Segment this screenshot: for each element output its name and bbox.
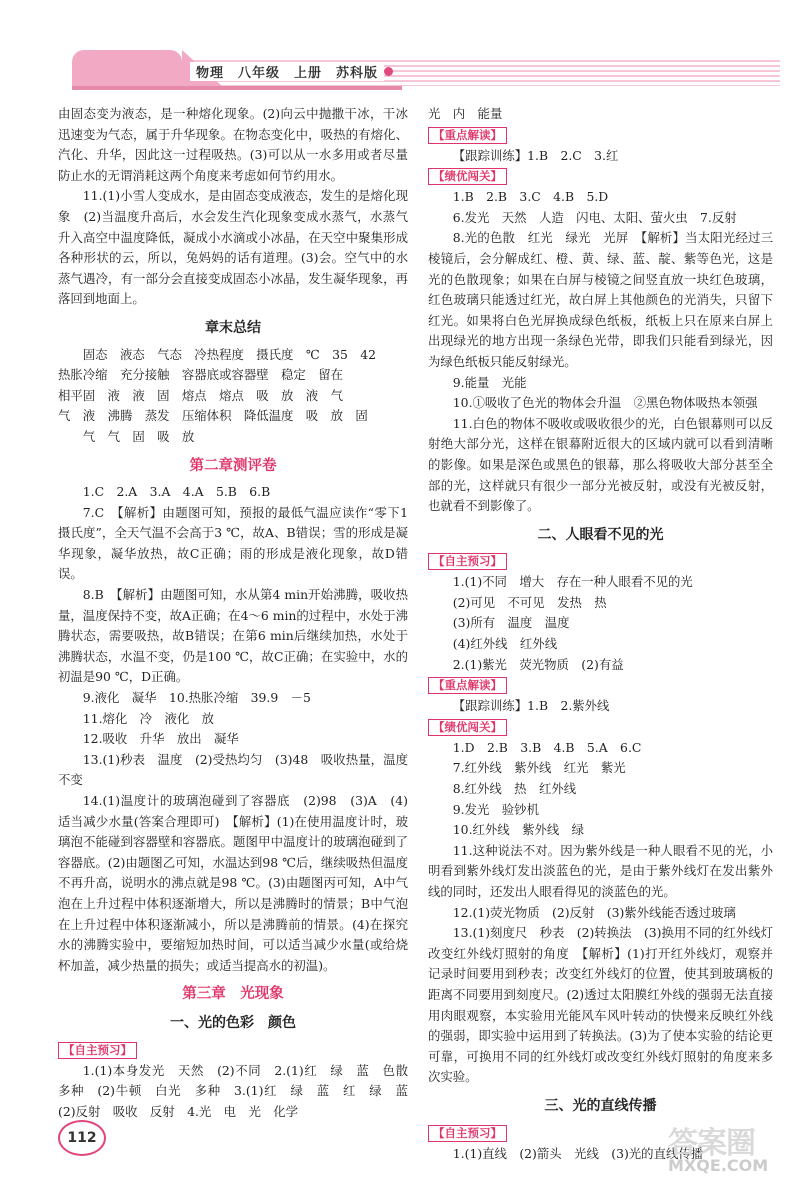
answer-line: 11.白色的物体不吸收或吸收很少的光，白色银幕则可以反射绝大部分光，这样在银幕附近很大的区域内就可以看到清晰的影像。如果是深色或黑色的银幕，那么将吸收大部分甚至全部的光，这样就只有很少一部分光被反射，或没有光被反射，也就看不到影像了。 bbox=[428, 415, 773, 514]
answer-line: 【跟踪训练】1.B 2.紫外线 bbox=[452, 698, 610, 714]
answer-line: 12.吸收 升华 放出 凝华 bbox=[82, 731, 239, 747]
answer-line: 1.(1)直线 (2)箭头 光线 (3)光的直线传播 bbox=[452, 1145, 704, 1161]
left-column bbox=[58, 104, 421, 1122]
summary-line: 固态 液态 气态 冷热程度 摄氏度 ℃ 35 42 bbox=[82, 346, 377, 362]
header-title: 物理 八年级 上册 苏科版 bbox=[190, 62, 384, 81]
answer-line: 1.(1)不同 增大 存在一种人眼看不见的光 bbox=[452, 574, 693, 590]
header-tab bbox=[72, 50, 182, 86]
answer-line: 1.C 2.A 3.A 4.A 5.B 6.B bbox=[82, 484, 271, 500]
answer-line: 13.(1)刻度尺 秒表 (2)转换法 (3)换用不同的红外线灯 改变红外线灯照射的角度 【解析】(1)打开红外线灯，观察并记录时间要用到秒表；改变红外线灯的位置，使其到玻璃板的距离不同要用到刻度尺。(2)透过太阳膜红外线的强弱无法直接用肉眼观察，本实验用光能风车风叶转动的快慢来反映红外线的强弱，即实验中运用到了转换法。(3)为了使本实验的结论更可靠，可换用不同的红外线灯或改变红外线灯照射的角度来多次实验。 bbox=[428, 925, 786, 1085]
header-dot bbox=[384, 67, 393, 76]
preview-label: 【自主预习】 bbox=[428, 553, 507, 570]
preview-label: 【自主预习】 bbox=[58, 1042, 137, 1059]
answer-line: 7.C 【解析】由题图可知，预报的最低气温应读作“零下1摄氏度”，全天气温不会高于3 ℃，故A、B错误；雪的形成是凝华现象，凝华放热，故C正确；雨的形成是液化现象，故D错误。 bbox=[58, 504, 408, 582]
section-title-summary: 章末总结 bbox=[205, 319, 261, 336]
answer-line: 14.(1)温度计的玻璃泡碰到了容器底 (2)98 (3)A (4)适当减少水量(答案合理即可) 【解析】(1)在使用温度计时，玻璃泡不能碰到容器壁和容器底。题图甲中温度计的玻璃泡碰到了容器底。(2)由题图乙可知，水温达到98 ℃后，继续吸热但温度不再升高，说明水的沸点就是98 ℃。(3)由题图丙可知，A中气泡在上升过程中体积逐渐增大，所以是沸腾时的情景；B中气泡在上升过程中体积逐渐减小，所以是沸腾前的情景。(4)在探究水的沸腾实验中，要缩短加热时间，可以适当减少水量(或给烧杯加盖，减少热量的损失；或适当提高水的初温)。 bbox=[58, 793, 408, 973]
answer-line: 12.(1)荧光物质 (2)反射 (3)紫外线能否透过玻璃 bbox=[452, 904, 736, 920]
answer-line: 10.红外线 紫外线 绿 bbox=[452, 822, 585, 838]
page-number: 112 bbox=[58, 1120, 106, 1156]
answer-line: 11.熔化 冷 液化 放 bbox=[82, 710, 215, 726]
paragraph: 由固态变为液态，是一种熔化现象。(2)向云中抛撒干冰，干冰迅速变为气态，属于升华现象。在物态变化中，吸热的有熔化、汽化、升华，因此这一过程吸热。(3)可以从一水多用或者尽量防止水的无谓消耗这两个角度来考虑如何节约用水。 bbox=[58, 106, 408, 183]
answer-line: (2)可见 不可见 发热 热 bbox=[452, 594, 607, 610]
summary-line: 气 气 固 吸 放 bbox=[82, 428, 195, 444]
page-header bbox=[0, 40, 800, 90]
answer-line: 10.①吸收了色光的物体会升温 ②黑色物体吸热本领强 bbox=[452, 395, 758, 411]
answer-line: 光 内 能量 bbox=[428, 106, 503, 121]
answer-line: 9.发光 验钞机 bbox=[452, 801, 539, 817]
answer-line: 13.(1)秒表 温度 (2)受热均匀 (3)48 吸收热量，温度不变 bbox=[58, 751, 408, 788]
answer-line: 9.液化 凝华 10.热胀冷缩 39.9 －5 bbox=[82, 690, 311, 706]
section-title-invisible-light: 二、人眼看不见的光 bbox=[537, 526, 664, 543]
advance-label: 【绩优闯关】 bbox=[428, 168, 507, 185]
answer-line: 8.B 【解析】由题图可知，水从第4 min开始沸腾，吸收热量，温度保持不变，故A正确；在4～6 min的过程中，水处于沸腾状态，需要吸热，故B错误；在第6 min后继续加热，水处于沸腾状态，水温不变，仍是100 ℃，故C正确；在实验中，水的初温是90 ℃，D正确。 bbox=[58, 587, 408, 685]
answer-line: 11.这种说法不对。因为紫外线是一种人眼看不见的光，小明看到紫外线灯发出淡蓝色的光，是由于紫外线灯在发出紫外线的同时，还发出人眼看得见的淡蓝色的光。 bbox=[428, 842, 773, 899]
answer-line: 1.(1)本身发光 天然 (2)不同 2.(1)红 绿 蓝 色散 多种 (2)牛顿 白光 多种 3.(1)红 绿 蓝 红 绿 蓝 (2)反射 吸收 反射 4.光 电 光 化学 bbox=[58, 1062, 421, 1119]
paragraph: 11.(1)小雪人变成水，是由固态变成液态，发生的是熔化现象 (2)当温度升高后，水会发生汽化现象变成水蒸气，水蒸气升入高空中温度降低，凝成小水滴或小冰晶，在天空中聚集形成各种形状的云，所以，兔妈妈的话有道理。(3)会。空气中的水蒸气遇冷，有一部分会直接变成固态小冰晶，发生凝华现象，再落回到地面上。 bbox=[58, 188, 408, 307]
answer-line: 2.(1)紫光 荧光物质 (2)有益 bbox=[452, 656, 624, 672]
watermark bbox=[668, 1118, 783, 1188]
chapter-title-light: 第三章 光现象 bbox=[182, 985, 284, 1003]
summary-line: 热胀冷缩 充分接触 容器底或容器壁 稳定 留在 bbox=[58, 367, 343, 383]
header-band bbox=[72, 86, 402, 90]
advance-label: 【绩优闯关】 bbox=[428, 719, 507, 736]
summary-line: 相平固 液 液 固 熔点 熔点 吸 放 液 气 bbox=[58, 387, 343, 403]
right-column bbox=[428, 104, 786, 1164]
summary-line: 气 液 沸腾 蒸发 压缩体积 降低温度 吸 放 固 bbox=[58, 408, 368, 424]
answer-line: 【跟踪训练】1.B 2.C 3.红 bbox=[452, 147, 619, 163]
watermark-logo: 答案圈 bbox=[668, 1126, 755, 1161]
chapter-title-test: 第二章测评卷 bbox=[189, 456, 277, 474]
key-label: 【重点解读】 bbox=[428, 677, 507, 694]
answer-line: 9.能量 光能 bbox=[452, 374, 527, 390]
preview-label: 【自主预习】 bbox=[428, 1125, 507, 1142]
answer-line: (3)所有 温度 温度 bbox=[452, 615, 570, 631]
answer-line: 6.发光 天然 人造 闪电、太阳、萤火虫 7.反射 bbox=[452, 209, 737, 225]
answer-line: 7.红外线 紫外线 红光 紫光 bbox=[452, 760, 626, 776]
answer-line: 8.光的色散 红光 绿光 光屏 【解析】当太阳光经过三棱镜后，会分解成红、橙、黄、绿、蓝、靛、紫等色光，这是光的色散现象；如果在白屏与棱镜之间竖直放一块红色玻璃，红色玻璃只能透过红光，故白屏上其他颜色的光消失，只留下红光。如果将白色光屏换成绿色纸板，纸板上只在原来白屏上出现绿光的地方出现一条绿色光带，即我们只能看到绿光，因为绿色纸板只能反射绿光。 bbox=[428, 230, 773, 369]
section-title-straight-propagation: 三、光的直线传播 bbox=[544, 1097, 657, 1114]
key-label: 【重点解读】 bbox=[428, 127, 507, 144]
answer-line: 1.D 2.B 3.B 4.B 5.A 6.C bbox=[452, 739, 642, 755]
answer-line: 8.红外线 热 红外线 bbox=[452, 781, 577, 797]
answer-line: 1.B 2.B 3.C 4.B 5.D bbox=[452, 189, 609, 205]
section-title-color: 一、光的色彩 颜色 bbox=[170, 1014, 296, 1031]
answer-line: (4)红外线 红外线 bbox=[452, 636, 558, 652]
watermark-url: MXQE.COM bbox=[668, 1156, 769, 1175]
